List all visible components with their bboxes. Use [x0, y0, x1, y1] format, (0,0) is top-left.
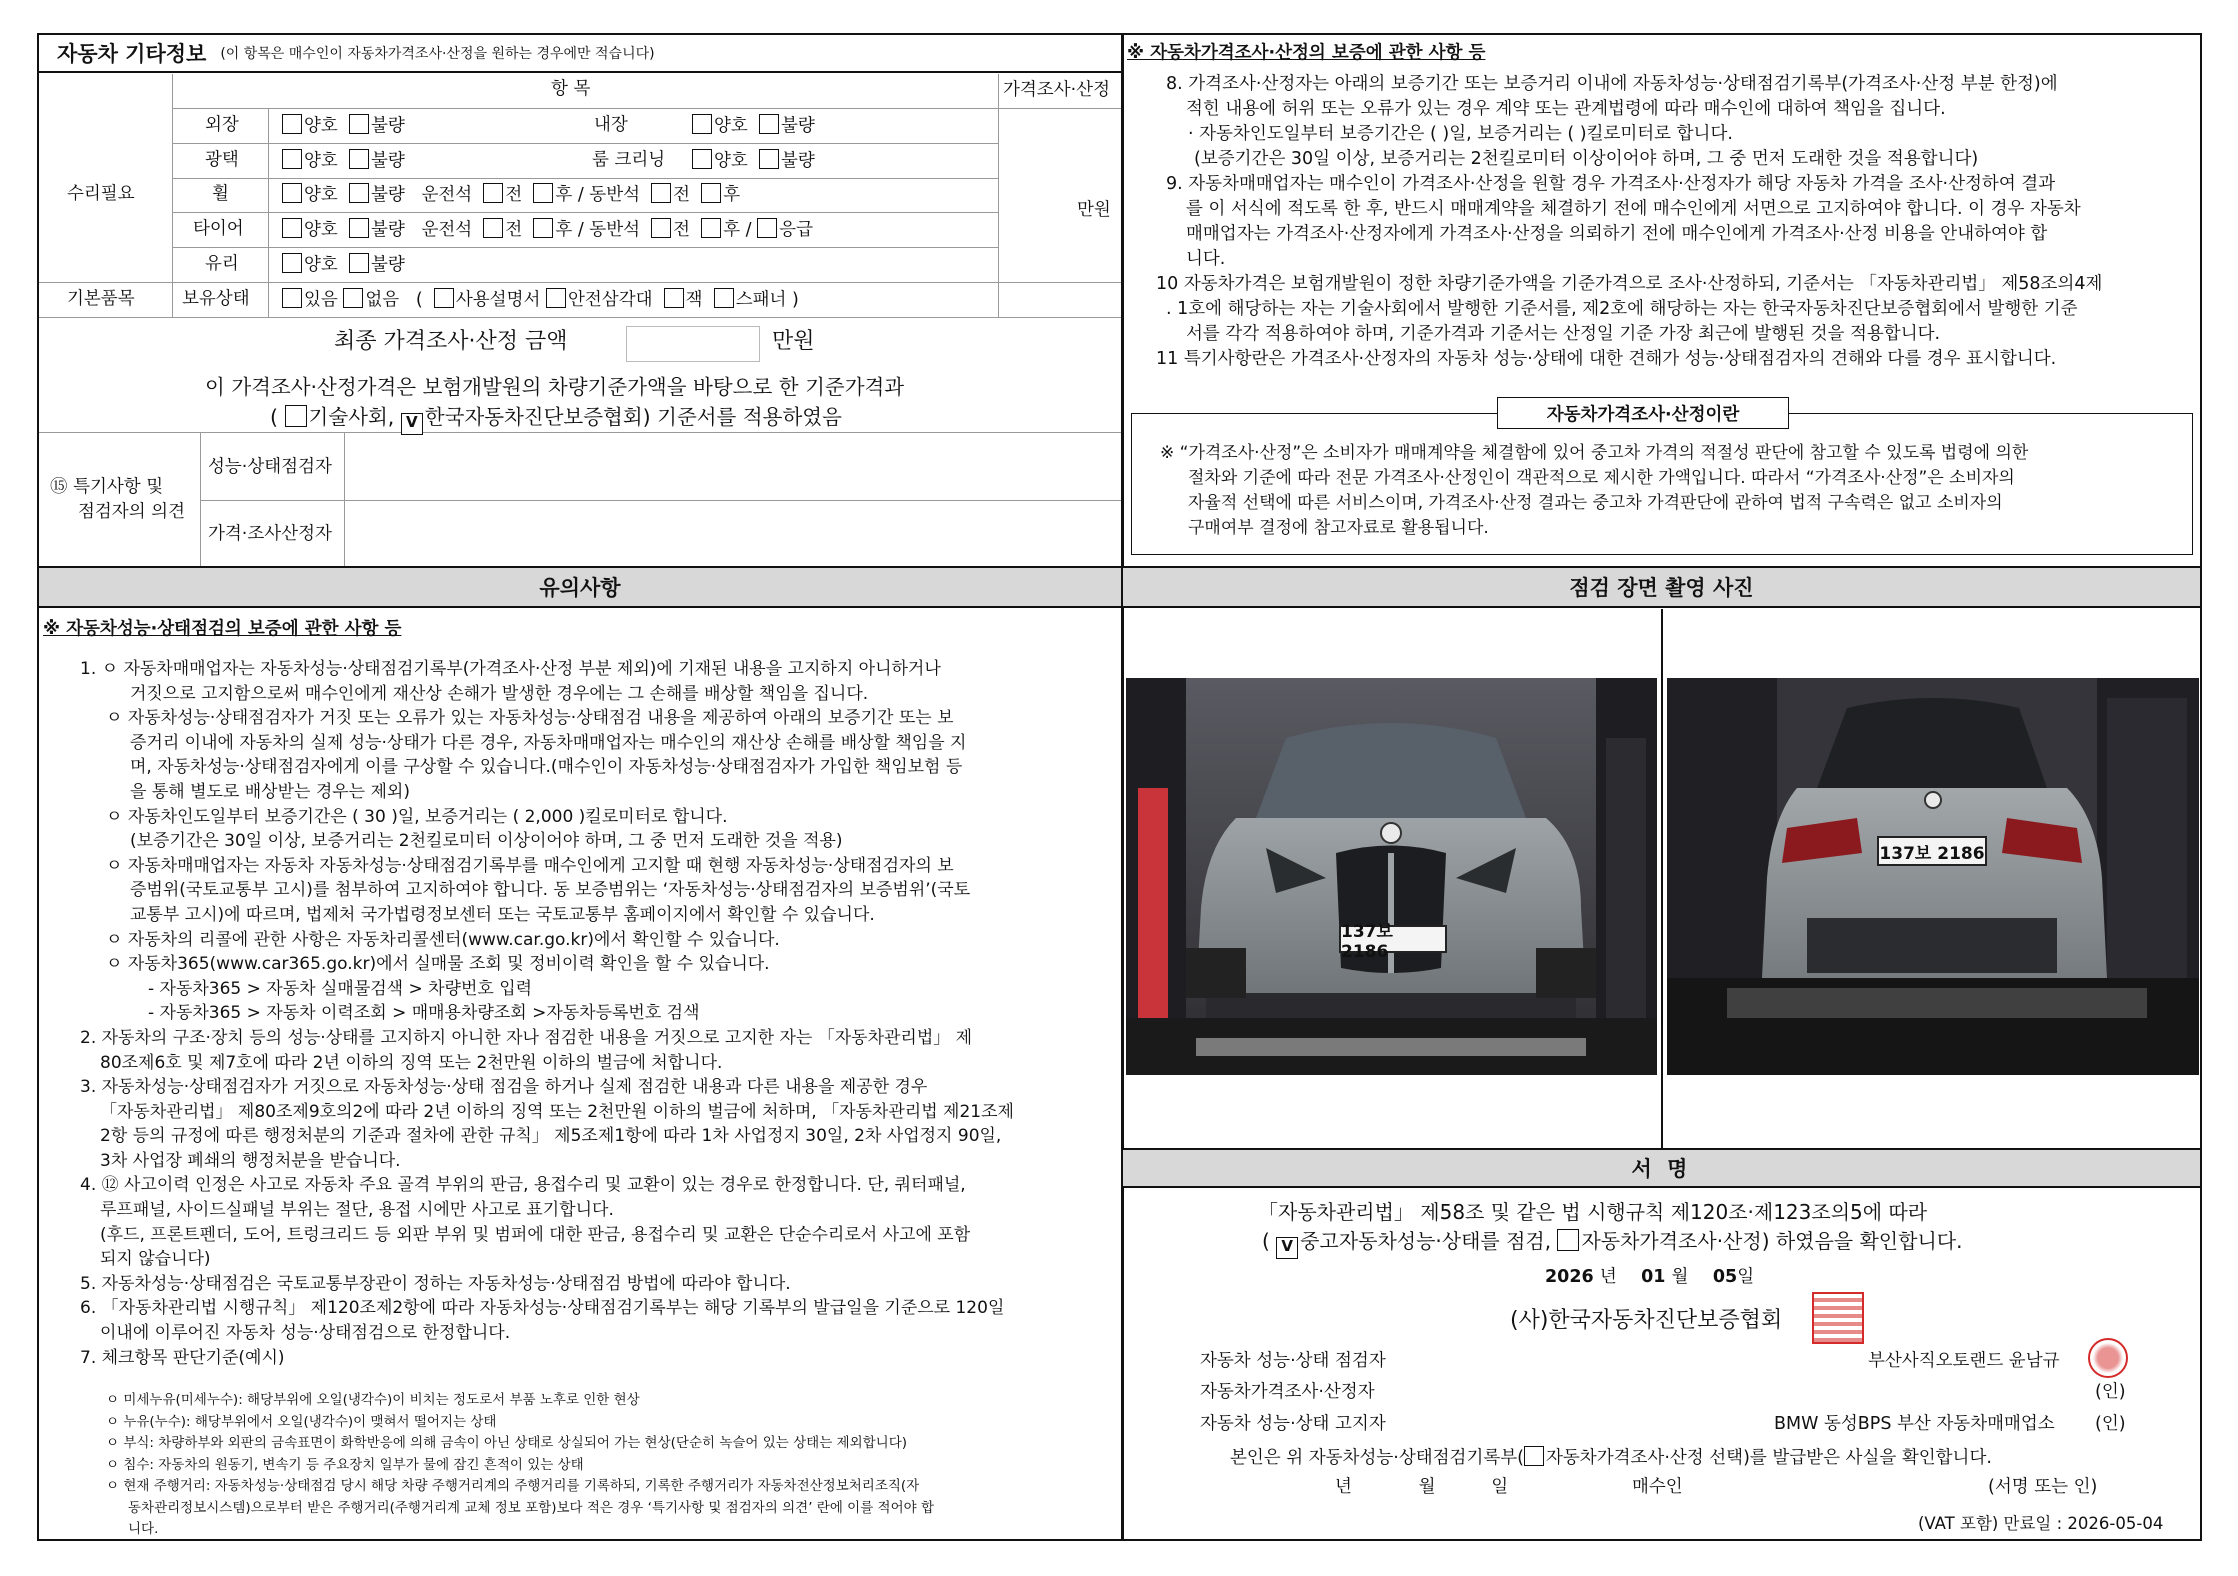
- hold-status-label: 보유상태: [182, 289, 250, 309]
- sign-date: 2026 년 01 월 05일: [1545, 1267, 1755, 1287]
- tire-passenger-rear-checkbox[interactable]: [701, 218, 721, 238]
- rear-license-plate: 137보 2186: [1877, 836, 1987, 866]
- buyer-confirm: 본인은 위 자동차성능·상태점검기록부( 자동차가격조사·산정 선택)를 발급받은 사실을 확인합니다.: [1230, 1448, 1992, 1468]
- none-checkbox[interactable]: [343, 288, 363, 308]
- check-criteria-text: ㅇ 미세누유(미세누수): 해당부위에 오일(냉각수)이 비치는 정도로서 부품 노후로 인한 현상 ㅇ 누유(누수): 해당부위에서 오일(냉각수)이 맺혀서 떨어지는 상태 ㅇ 부식: 차량하부와 외판의 금속표면이 화학반응에 의해 금속이 아닌 상태로 상실되어 가는 현상(단순히 녹슬어 있는 상태는 제외합니다) ㅇ 침수: 자동차의 원동기, 변속기 등 주요장치 일부가 물에 잠긴 흔적이 있는 상태 ㅇ 현재 주행거리: 자동차성능·상태점검 당시 해당 차량 주행거리계의 주행거리를 기록하되, 기록한 주행거리가 자동차전산정보처리조직(자 동차관리정보시스템)으로부터 받은 주행거리(주행거리계 교체 정보 포함)보다 적은 경우 ‘특기사항 및 점검자의 의견’ 란에 이를 적어야 합 니다.: [106, 1392, 935, 1537]
- sig-row1-value: 부산사직오토랜드 윤남규: [1868, 1351, 2060, 1371]
- row-tire-label: 타이어: [193, 219, 244, 239]
- tire-emergency-checkbox[interactable]: [757, 218, 777, 238]
- inspector-seal-icon: [2088, 1338, 2128, 1378]
- gloss-bad-checkbox[interactable]: [349, 149, 369, 169]
- final-price-label: 최종 가격조사·산정 금액: [334, 329, 568, 354]
- tire-options: 양호 불량 운전석 전 후 / 동반석 전 후 / 응급: [282, 218, 813, 240]
- tech-society-checkbox[interactable]: [285, 405, 307, 427]
- rear-car-illustration: [1667, 678, 2199, 1075]
- tire-passenger-front-checkbox[interactable]: [651, 218, 671, 238]
- row-interior-label: 내장: [594, 115, 628, 135]
- special-label-2: 점검자의 의견: [78, 502, 185, 522]
- org-seal-icon: [1812, 1292, 1864, 1344]
- wheel-good-checkbox[interactable]: [282, 183, 302, 203]
- sig-row3-value: BMW 동성BPS 부산 자동차매매업소: [1774, 1414, 2055, 1434]
- price-warranty-text: 8. 가격조사·산정자는 아래의 보증기간 또는 보증거리 이내에 자동차성능·상태점검기록부(가격조사·산정 부분 한정)에 적힌 내용에 허위 또는 오류가 있는 경우 계약 또는 관계법령에 따라 매수인에 대하여 책임을 집니다. · 자동차인도일부터 보증기간은 ( )일, 보증거리는 ( )킬로미터로 합니다. (보증기간은 30일 이상, 보증거리는 2천킬로미터 이상이어야 하며, 그 중 먼저 도래한 것을 적용합니다) 9. 자동차매매업자는 매수인이 가격조사·산정을 원할 경우 가격조사·산정자가 해당 자동차 가격을 조사·산정하여 결과 를 이 서식에 적도록 한 후, 반드시 매매계약을 체결하기 전에 매수인에게 서면으로 고지하여야 합니다. 이 경우 자동차 매매업자는 가격조사·산정자에게 가격조사·산정을 의뢰하기 전에 매수인에게 가격조사·산정 비용을 안내하여야 합 니다. 10 자동차가격은 보험개발원이 정한 차량기준가액을 기준가격으로 조사·산정하되, 기준서는 「자동차관리법」 제58조의4제 . 1호에 해당하는 자는 기술사회에서 발행한 기준서를, 제2호에 해당하는 자는 한국자동차진단보증협회에서 발행한 기준 서를 각각 적용하여야 하며, 기준가격과 기준서는 산정일 기준 가장 최근에 발행된 것을 적용합니다. 11 특기사항란은 가격조사·산정자의 자동차 성능·상태에 대한 견해가 성능·상태점검자의 견해와 다를 경우 표시합니다.: [1156, 74, 2103, 369]
- exterior-bad-checkbox[interactable]: [349, 114, 369, 134]
- col-price-label: 가격조사·산정: [1003, 80, 1110, 100]
- org-name: (사)한국자동차진단보증협회: [1510, 1308, 1783, 1333]
- basis-line2: ( 기술사회, V 한국자동차진단보증협회) 기준서를 적용하였음: [270, 405, 842, 435]
- tire-good-checkbox[interactable]: [282, 218, 302, 238]
- center-divider: [1121, 33, 1124, 1541]
- other-info-note: (이 항목은 매수인이 자동차가격조사·산정을 원하는 경우에만 적습니다): [220, 46, 655, 62]
- final-price-input[interactable]: [626, 326, 760, 362]
- price-definition-title: 자동차가격조사·산정이란: [1497, 397, 1789, 429]
- interior-good-checkbox[interactable]: [692, 114, 712, 134]
- basic-items-label: 기본품목: [67, 289, 135, 309]
- sign-line1: 「자동차관리법」 제58조 및 같은 법 시행규칙 제120조·제123조의5에 따라: [1258, 1200, 1928, 1224]
- wheel-driver-front-checkbox[interactable]: [483, 183, 503, 203]
- basis-line1: 이 가격조사·산정가격은 보험개발원의 차량기준가액을 바탕으로 한 기준가격과: [205, 375, 905, 399]
- roomclean-good-checkbox[interactable]: [692, 149, 712, 169]
- repair-label: 수리필요: [67, 184, 135, 204]
- price-unit: 만원: [1077, 200, 1111, 220]
- exterior-options: 양호 불량: [282, 114, 405, 136]
- gloss-options: 양호 불량: [282, 149, 405, 171]
- spanner-checkbox[interactable]: [714, 288, 734, 308]
- glass-good-checkbox[interactable]: [282, 253, 302, 273]
- kaiis-checkbox[interactable]: V: [401, 413, 423, 435]
- perf-check-checkbox[interactable]: V: [1276, 1237, 1298, 1259]
- row-roomclean-label: 룸 크리닝: [592, 150, 666, 170]
- final-price-unit: 만원: [772, 329, 815, 354]
- have-checkbox[interactable]: [282, 288, 302, 308]
- buyer-sign-label: (서명 또는 인): [1988, 1477, 2098, 1497]
- basic-items-options: 있음 없음 ( 사용설명서 안전삼각대 잭 스패너 ): [282, 288, 799, 310]
- sign-header: 서 명: [1123, 1150, 2200, 1188]
- interior-bad-checkbox[interactable]: [759, 114, 779, 134]
- front-license-plate: 137보 2186: [1339, 925, 1447, 953]
- wheel-passenger-front-checkbox[interactable]: [651, 183, 671, 203]
- sig-row3-label: 자동차 성능·상태 고지자: [1200, 1414, 1386, 1434]
- front-car-illustration: [1126, 678, 1657, 1075]
- price-definition-text: ※ “가격조사·산정”은 소비자가 매매계약을 체결함에 있어 중고차 가격의 적절성 판단에 참고할 수 있도록 법령에 의한 절차와 기준에 따라 전문 가격조사·산정인이 객관적으로 제시한 가액입니다. 따라서 “가격조사·산정”은 소비자의 자율적 선택에 따른 서비스이며, 가격조사·산정 결과는 중고차 가격판단에 관하여 법적 구속력은 없고 소비자의 구매여부 결정에 참고자료로 활용됩니다.: [1160, 443, 2029, 538]
- price-inspector-label: 가격·조사산정자: [208, 524, 332, 544]
- rear-car-photo: [1667, 678, 2199, 1075]
- row-wheel-label: 휠: [212, 184, 229, 204]
- notice-text: 1. ㅇ 자동차매매업자는 자동차성능·상태점검기록부(가격조사·산정 부분 제외)에 기재된 내용을 고지하지 아니하거나 거짓으로 고지함으로써 매수인에게 재산상 손해가 발생한 경우에는 그 손해를 배상할 책임을 집니다. ㅇ 자동차성능·상태점검자가 거짓 또는 오류가 있는 자동차성능·상태점검 내용을 제공하여 아래의 보증기간 또는 보 증거리 이내에 자동차의 실제 성능·상태가 다른 경우, 자동차매매업자는 매수인의 재산상 손해를 배상할 책임을 지 며, 자동차성능·상태점검자에게 이를 구상할 수 있습니다.(매수인이 자동차성능·상태점검자가 가입한 책임보험 등 을 통해 별도로 배상받는 경우는 제외) ㅇ 자동차인도일부터 보증기간은 ( 30 )일, 보증거리는 ( 2,000 )킬로미터로 합니다. (보증기간은 30일 이상, 보증거리는 2천킬로미터 이상이어야 하며, 그 중 먼저 도래한 것을 적용) ㅇ 자동차매매업자는 자동차 자동차성능·상태점검기록부를 매수인에게 고지할 때 현행 자동차성능·상태점검자의 보 증범위(국토교통부 고시)를 첨부하여 고지하여야 합니다. 동 보증범위는 ‘자동차성능·상태점검자의 보증범위’(국토 교통부 고시)에 따르며, 법제처 국가법령정보센터 또는 국토교통부 홈페이지에서 확인할 수 있습니다. ㅇ 자동차의 리콜에 관한 사항은 자동차리콜센터(www.car.go.kr)에서 확인할 수 있습니다. ㅇ 자동차365(www.car365.go.kr)에서 실매물 조회 및 정비이력 확인을 할 수 있습니다. - 자동차365 > 자동차 실매물검색 > 차량번호 입력 - 자동차365 > 자동차 이력조회 > 매매용차량조회 >자동차등록번호 검색 2. 자동차의 구조·장치 등의 성능·상태를 고지하지 아니한 자나 점검한 내용을 거짓으로 고지한 자는 「자동차관리법」 제 80조제6호 및 제7호에 따라 2년 이하의 징역 또는 2천만원 이하의 벌금에 처합니다. 3. 자동차성능·상태점검자가 거짓으로 자동차성능·상태 점검을 하거나 실제 점검한 내용과 다른 내용을 제공한 경우 「자동차관리법」 제80조제9호의2에 따라 2년 이하의 징역 또는 2천만원 이하의 벌금에 처하며, 「자동차관리법 제21조제 2항 등의 규정에 따른 행정처분의 기준과 절차에 관한 규칙」 제5조제1항에 따라 1차 사업정지 30일, 2차 사업정지 90일, 3차 사업장 폐쇄의 행정처분을 받습니다. 4. ⑫ 사고이력 인정은 사고로 자동차 주요 골격 부위의 판금, 용접수리 및 교환이 있는 경우로 한정합니다. 단, 쿼터패널, 루프패널, 사이드실패널 부위는 절단, 용접 시에만 사고로 표기합니다. (후드, 프론트펜더, 도어, 트렁크리드 등 외판 부위 및 범퍼에 대한 판금, 용접수리 및 교환은 단순수리로서 사고에 포함 되지 않습니다) 5. 자동차성능·상태점검은 국토교통부장관이 정하는 자동차성능·상태점검 방법에 따라야 합니다. 6. 「자동차관리법 시행규칙」 제120조제2항에 따라 자동차성능·상태점검기록부는 해당 기록부의 발급일을 기준으로 120일 이내에 이루어진 자동차 성능·상태점검으로 한정합니다. 7. 체크항목 판단기준(예시): [80, 659, 1014, 1368]
- tire-driver-rear-checkbox[interactable]: [533, 218, 553, 238]
- triangle-checkbox[interactable]: [546, 288, 566, 308]
- buyer-label: 매수인: [1632, 1477, 1683, 1497]
- glass-bad-checkbox[interactable]: [349, 253, 369, 273]
- glass-options: 양호 불량: [282, 253, 405, 275]
- other-info-title: 자동차 기타정보: [57, 42, 207, 66]
- photo-divider: [1661, 609, 1663, 1148]
- wheel-options: 양호 불량 운전석 전 후 / 동반석 전 후: [282, 183, 740, 205]
- roomclean-bad-checkbox[interactable]: [759, 149, 779, 169]
- interior-options: 양호 불량: [692, 114, 815, 136]
- sig-row2-label: 자동차가격조사·산정자: [1200, 1382, 1375, 1402]
- tire-driver-front-checkbox[interactable]: [483, 218, 503, 238]
- perf-inspector-label: 성능·상태점검자: [208, 457, 332, 477]
- sign-line2: ( V 중고자동차성능·상태를 점검, 자동차가격조사·산정) 하였음을 확인합니다.: [1262, 1229, 1962, 1259]
- col-item-label: 항 목: [551, 79, 591, 99]
- wheel-bad-checkbox[interactable]: [349, 183, 369, 203]
- manual-checkbox[interactable]: [434, 288, 454, 308]
- special-label-1: ⑮ 특기사항 및: [50, 477, 164, 497]
- row-exterior-label: 외장: [205, 115, 239, 135]
- gloss-good-checkbox[interactable]: [282, 149, 302, 169]
- wheel-passenger-rear-checkbox[interactable]: [701, 183, 721, 203]
- buyer-date: 년 월 일: [1335, 1477, 1509, 1497]
- photo-header: 점검 장면 촬영 사진: [1123, 568, 2200, 608]
- wheel-driver-rear-checkbox[interactable]: [533, 183, 553, 203]
- other-info-header: [39, 35, 1121, 73]
- buyer-price-checkbox[interactable]: [1524, 1446, 1544, 1466]
- sig-row3-seal: (인): [2095, 1414, 2126, 1434]
- front-car-photo: [1126, 678, 1657, 1075]
- notice-header: 유의사항: [39, 568, 1121, 608]
- jack-checkbox[interactable]: [664, 288, 684, 308]
- perf-warranty-heading: ※ 자동차성능·상태점검의 보증에 관한 사항 등: [43, 619, 402, 639]
- sig-row1-label: 자동차 성능·상태 점검자: [1200, 1351, 1386, 1371]
- row-gloss-label: 광택: [205, 150, 239, 170]
- footer-expiry: (VAT 포함) 만료일 : 2026-05-04: [1918, 1514, 2164, 1533]
- roomclean-options: 양호 불량: [692, 149, 815, 171]
- sig-row2-value: (인): [2095, 1382, 2126, 1402]
- price-warranty-heading: ※ 자동차가격조사·산정의 보증에 관한 사항 등: [1127, 43, 1486, 63]
- price-check-checkbox[interactable]: [1557, 1229, 1579, 1251]
- tire-bad-checkbox[interactable]: [349, 218, 369, 238]
- row-glass-label: 유리: [205, 254, 239, 274]
- exterior-good-checkbox[interactable]: [282, 114, 302, 134]
